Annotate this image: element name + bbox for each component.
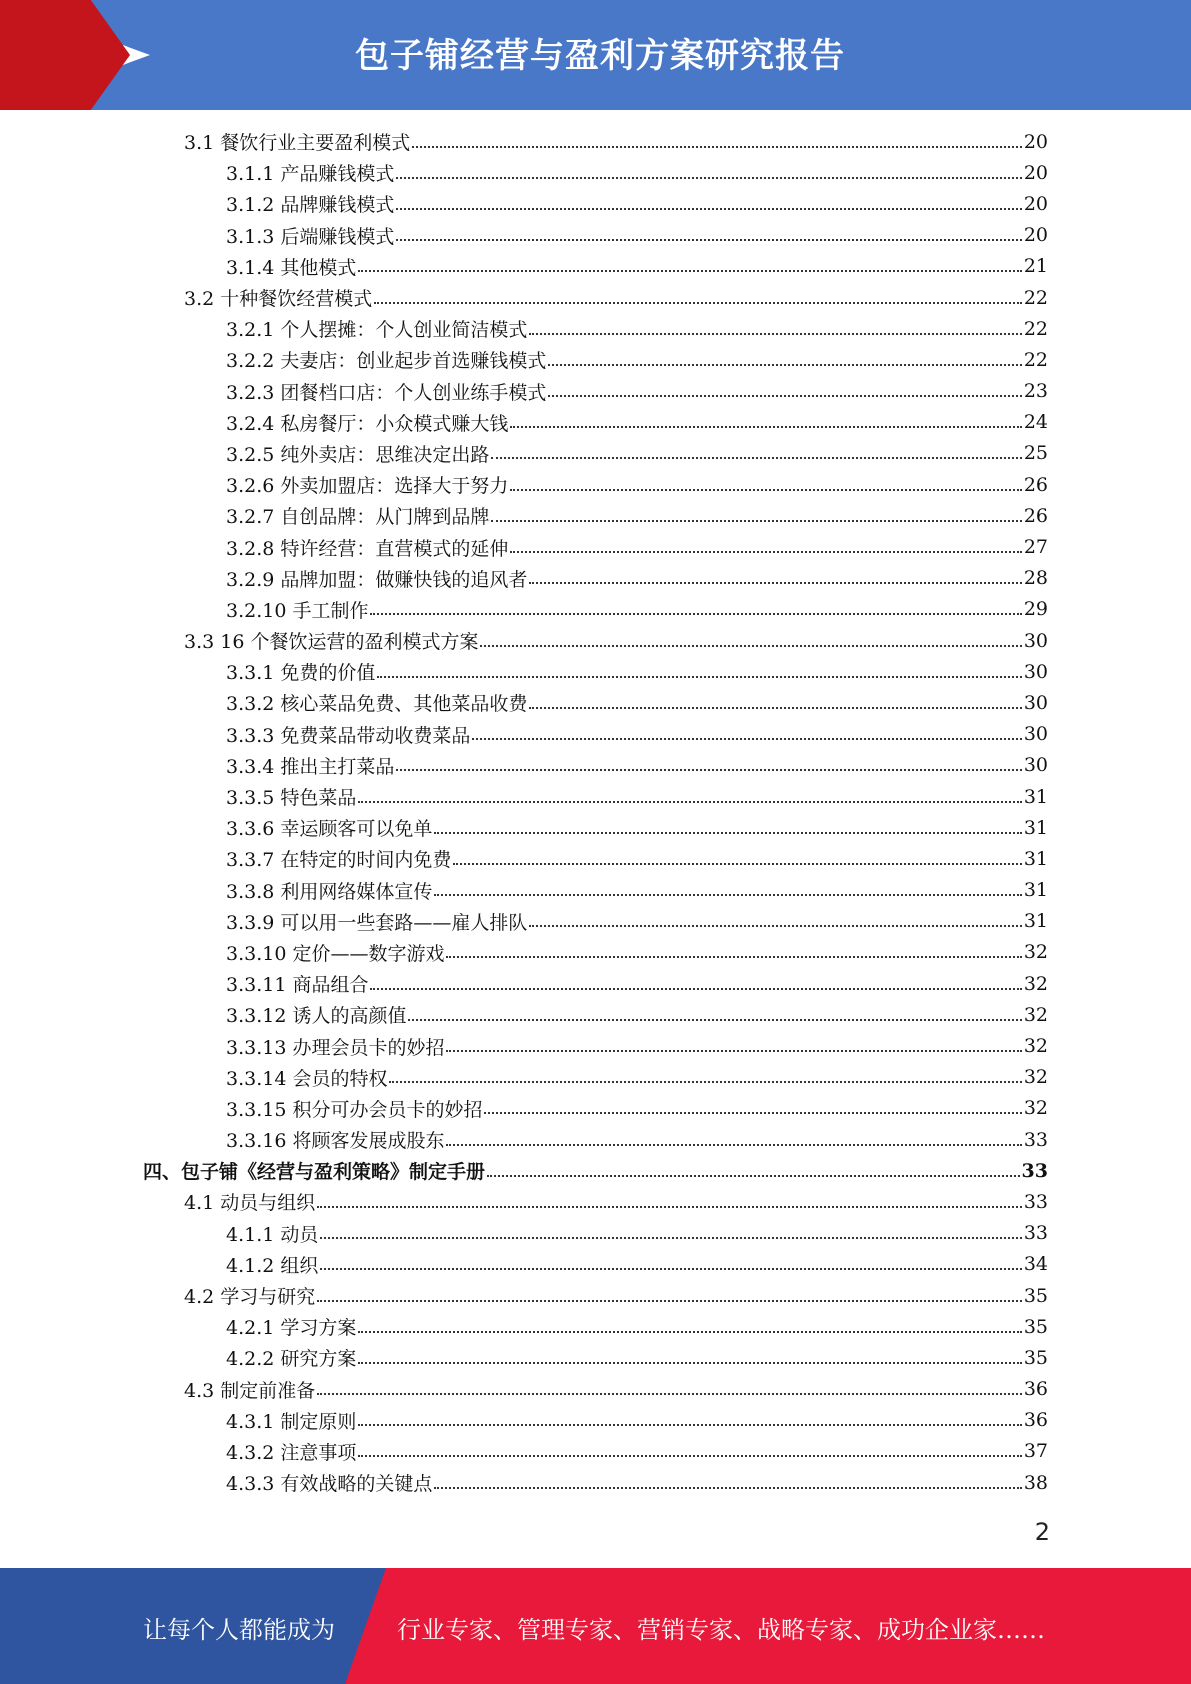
toc-entry-label: 3.3.12 诱人的高颜值 (226, 1005, 407, 1028)
toc-entry[interactable] (0, 1405, 1191, 1436)
toc-entry-page: 35 (1023, 1346, 1048, 1369)
toc-leader-dots (396, 239, 1021, 241)
toc-entry-page: 33 (1021, 1159, 1048, 1182)
toc-entry-page: 36 (1023, 1378, 1048, 1401)
toc-entry-label: 3.2.3 团餐档口店：个人创业练手模式 (226, 381, 547, 404)
toc-entry-label: 4.3.1 制定原则 (226, 1410, 357, 1433)
toc-entry[interactable] (0, 1124, 1191, 1155)
toc-leader-dots (412, 146, 1022, 148)
toc-entry-label: 4.3.3 有效战略的关键点 (226, 1473, 433, 1496)
toc-entry[interactable] (0, 220, 1191, 251)
toc-leader-dots (317, 1206, 1022, 1208)
toc-entry-label: 4.3 制定前准备 (184, 1379, 316, 1402)
toc-entry[interactable] (0, 1093, 1191, 1124)
toc-entry[interactable] (0, 1062, 1191, 1093)
toc-entry-label: 3.3.5 特色菜品 (226, 787, 357, 810)
page-footer (0, 1568, 1191, 1684)
toc-entry-page: 33 (1023, 1190, 1048, 1213)
toc-entry-page: 35 (1023, 1315, 1048, 1338)
toc-entry[interactable] (0, 812, 1191, 843)
toc-leader-dots (434, 832, 1021, 834)
toc-entry-page: 32 (1023, 1035, 1048, 1058)
toc-leader-dots (320, 1268, 1021, 1270)
toc-entry-page: 30 (1023, 723, 1048, 746)
toc-leader-dots (358, 1331, 1021, 1333)
toc-entry[interactable] (0, 188, 1191, 219)
toc-entry-label: 3.2.6 外卖加盟店：选择大于努力 (226, 475, 509, 498)
toc-entry-label: 4.1 动员与组织 (184, 1192, 316, 1215)
toc-entry[interactable] (0, 1311, 1191, 1342)
toc-leader-dots (510, 489, 1021, 491)
toc-entry-page: 25 (1023, 442, 1048, 465)
toc-entry-page: 30 (1023, 660, 1048, 683)
toc-leader-dots (446, 1050, 1021, 1052)
toc-entry-label: 3.3.6 幸运顾客可以免单 (226, 818, 433, 841)
toc-entry-label: 3.1.3 后端赚钱模式 (226, 225, 395, 248)
toc-entry[interactable] (0, 843, 1191, 874)
toc-entry-label: 3.2.7 自创品牌：从门牌到品牌 (226, 506, 490, 529)
toc-entry[interactable] (0, 1030, 1191, 1061)
toc-entry-label: 3.3.1 免费的价值 (226, 662, 376, 685)
toc-entry-page: 33 (1023, 1128, 1048, 1151)
toc-entry[interactable] (0, 1374, 1191, 1405)
toc-entry-page: 22 (1023, 348, 1048, 371)
toc-entry[interactable] (0, 1280, 1191, 1311)
toc-leader-dots (389, 1081, 1021, 1083)
toc-entry-page: 31 (1023, 816, 1048, 839)
toc-entry-label: 3.3.15 积分可办会员卡的妙招 (226, 1098, 483, 1121)
toc-entry-page: 20 (1023, 130, 1048, 153)
toc-entry-page: 26 (1023, 504, 1048, 527)
toc-leader-dots (320, 1237, 1021, 1239)
toc-entry[interactable] (0, 875, 1191, 906)
toc-entry-label: 3.2.9 品牌加盟：做赚快钱的追风者 (226, 568, 528, 591)
toc-leader-dots (408, 1019, 1021, 1021)
toc-entry[interactable] (0, 251, 1191, 282)
toc-entry[interactable] (0, 594, 1191, 625)
toc-entry-label: 四、包子铺《经营与盈利策略》制定手册 (143, 1161, 486, 1184)
toc-entry[interactable] (0, 687, 1191, 718)
toc-leader-dots (317, 1300, 1022, 1302)
toc-entry[interactable] (0, 438, 1191, 469)
toc-entry-page: 22 (1023, 317, 1048, 340)
toc-entry-page: 26 (1023, 473, 1048, 496)
toc-entry-label: 4.3.2 注意事项 (226, 1441, 357, 1464)
toc-entry-page: 32 (1023, 1097, 1048, 1120)
toc-entry[interactable] (0, 344, 1191, 375)
toc-entry-label: 4.2 学习与研究 (184, 1286, 316, 1309)
toc-entry-label: 3.2.8 特许经营：直营模式的延伸 (226, 537, 509, 560)
toc-leader-dots (358, 801, 1021, 803)
toc-entry[interactable] (0, 750, 1191, 781)
toc-entry[interactable] (0, 1218, 1191, 1249)
toc-entry-label: 3.1.1 产品赚钱模式 (226, 163, 395, 186)
toc-entry-label: 3.2.4 私房餐厅：小众模式赚大钱 (226, 412, 509, 435)
toc-entry-page: 24 (1023, 411, 1048, 434)
toc-entry[interactable] (0, 906, 1191, 937)
toc-entry-page: 29 (1023, 598, 1048, 621)
toc-entry-label: 3.3.13 办理会员卡的妙招 (226, 1036, 445, 1059)
toc-leader-dots (510, 551, 1021, 553)
toc-entry-label: 3.3.10 定价——数字游戏 (226, 942, 445, 965)
toc-leader-dots (453, 863, 1021, 865)
toc-entry-page: 30 (1023, 754, 1048, 777)
footer-slogan-right: 行业专家、管理专家、营销专家、战略专家、成功企业家…… (397, 1616, 1045, 1644)
toc-entry[interactable] (0, 563, 1191, 594)
toc-entry[interactable] (0, 937, 1191, 968)
toc-leader-dots (374, 302, 1022, 304)
toc-entry[interactable] (0, 781, 1191, 812)
toc-entry-page: 27 (1023, 536, 1048, 559)
toc-entry[interactable] (0, 126, 1191, 157)
toc-leader-dots (396, 769, 1021, 771)
toc-entry[interactable] (0, 531, 1191, 562)
toc-entry-label: 3.3.4 推出主打菜品 (226, 755, 395, 778)
toc-entry-label: 4.1.2 组织 (226, 1254, 319, 1277)
toc-leader-dots (358, 1362, 1021, 1364)
toc-entry[interactable] (0, 656, 1191, 687)
toc-leader-dots (472, 738, 1021, 740)
toc-entry-label: 3.2.1 个人摆摊：个人创业简洁模式 (226, 319, 528, 342)
toc-entry-page: 38 (1023, 1471, 1048, 1494)
toc-entry-label: 3.3.3 免费菜品带动收费菜品 (226, 724, 471, 747)
toc-leader-dots (487, 1175, 1020, 1177)
toc-entry-page: 36 (1023, 1409, 1048, 1432)
toc-entry[interactable] (0, 1155, 1191, 1186)
toc-leader-dots (377, 676, 1021, 678)
toc-entry-page: 20 (1023, 224, 1048, 247)
toc-leader-dots (434, 894, 1021, 896)
toc-leader-dots (510, 426, 1021, 428)
toc-entry[interactable] (0, 282, 1191, 313)
toc-leader-dots (434, 1487, 1021, 1489)
toc-leader-dots (529, 582, 1021, 584)
toc-entry-label: 3.2 十种餐饮经营模式 (184, 288, 373, 311)
toc-entry-label: 3.3.16 将顾客发展成股东 (226, 1130, 445, 1153)
page-number: 2 (1034, 1518, 1050, 1546)
toc-leader-dots (370, 613, 1021, 615)
toc-entry-page: 37 (1023, 1440, 1048, 1463)
toc-leader-dots (491, 520, 1021, 522)
toc-entry-page: 31 (1023, 785, 1048, 808)
toc-entry-page: 31 (1023, 847, 1048, 870)
toc-leader-dots (396, 208, 1021, 210)
toc-entry[interactable] (0, 1467, 1191, 1498)
toc-entry[interactable] (0, 999, 1191, 1030)
toc-entry-page: 28 (1023, 567, 1048, 590)
toc-entry-page: 34 (1023, 1253, 1048, 1276)
toc-leader-dots (446, 956, 1021, 958)
toc-entry-page: 33 (1023, 1222, 1048, 1245)
toc-entry-page: 30 (1023, 629, 1048, 652)
toc-entry[interactable] (0, 469, 1191, 500)
toc-entry-label: 3.3.7 在特定的时间内免费 (226, 849, 452, 872)
toc-leader-dots (396, 177, 1021, 179)
toc-entry[interactable] (0, 376, 1191, 407)
toc-entry-label: 4.2.1 学习方案 (226, 1317, 357, 1340)
toc-entry-label: 3.3.2 核心菜品免费、其他菜品收费 (226, 693, 528, 716)
toc-entry-label: 4.1.1 动员 (226, 1223, 319, 1246)
toc-entry[interactable] (0, 968, 1191, 999)
toc-entry[interactable] (0, 407, 1191, 438)
toc-entry[interactable] (0, 1186, 1191, 1217)
toc-entry-label: 3.2.5 纯外卖店：思维决定出路 (226, 443, 490, 466)
toc-entry-label: 3.3.11 商品组合 (226, 974, 369, 997)
toc-entry-label: 3.3 16 个餐饮运营的盈利模式方案 (184, 631, 479, 654)
toc-entry-label: 3.3.8 利用网络媒体宣传 (226, 880, 433, 903)
toc-entry[interactable] (0, 313, 1191, 344)
table-of-contents (0, 126, 1191, 1498)
toc-entry-page: 32 (1023, 941, 1048, 964)
toc-leader-dots (370, 988, 1021, 990)
toc-leader-dots (480, 645, 1021, 647)
toc-entry[interactable] (0, 500, 1191, 531)
footer-slogan-left: 让每个人都能成为 (143, 1616, 335, 1644)
toc-entry-label: 3.1.2 品牌赚钱模式 (226, 194, 395, 217)
toc-leader-dots (548, 395, 1021, 397)
toc-leader-dots (358, 270, 1021, 272)
toc-leader-dots (358, 1424, 1021, 1426)
toc-entry-page: 31 (1023, 910, 1048, 933)
page-header (0, 0, 1191, 110)
toc-entry[interactable] (0, 157, 1191, 188)
toc-entry-label: 4.2.2 研究方案 (226, 1348, 357, 1371)
toc-entry-page: 20 (1023, 161, 1048, 184)
toc-entry[interactable] (0, 1342, 1191, 1373)
toc-entry-label: 3.2.10 手工制作 (226, 599, 369, 622)
toc-entry-page: 32 (1023, 1066, 1048, 1089)
toc-leader-dots (358, 1455, 1021, 1457)
toc-leader-dots (529, 707, 1021, 709)
toc-entry-page: 21 (1023, 255, 1048, 278)
toc-entry-page: 35 (1023, 1284, 1048, 1307)
toc-leader-dots (317, 1393, 1022, 1395)
toc-entry-label: 3.3.9 可以用一些套路——雇人排队 (226, 911, 528, 934)
toc-leader-dots (548, 364, 1021, 366)
toc-entry-page: 23 (1023, 380, 1048, 403)
toc-entry[interactable] (0, 1249, 1191, 1280)
toc-entry[interactable] (0, 719, 1191, 750)
toc-entry-label: 3.1 餐饮行业主要盈利模式 (184, 132, 411, 155)
toc-leader-dots (484, 1112, 1021, 1114)
toc-entry[interactable] (0, 1436, 1191, 1467)
toc-entry-page: 22 (1023, 286, 1048, 309)
document-title: 包子铺经营与盈利方案研究报告 (355, 36, 845, 76)
toc-entry-label: 3.2.2 夫妻店：创业起步首选赚钱模式 (226, 350, 547, 373)
toc-entry[interactable] (0, 625, 1191, 656)
toc-entry-page: 30 (1023, 691, 1048, 714)
toc-leader-dots (446, 1144, 1021, 1146)
toc-entry-page: 20 (1023, 192, 1048, 215)
toc-entry-page: 31 (1023, 879, 1048, 902)
toc-leader-dots (491, 457, 1021, 459)
toc-entry-label: 3.3.14 会员的特权 (226, 1067, 388, 1090)
toc-entry-page: 32 (1023, 972, 1048, 995)
toc-entry-label: 3.1.4 其他模式 (226, 256, 357, 279)
toc-entry-page: 32 (1023, 1003, 1048, 1026)
toc-leader-dots (529, 925, 1021, 927)
toc-leader-dots (529, 333, 1021, 335)
